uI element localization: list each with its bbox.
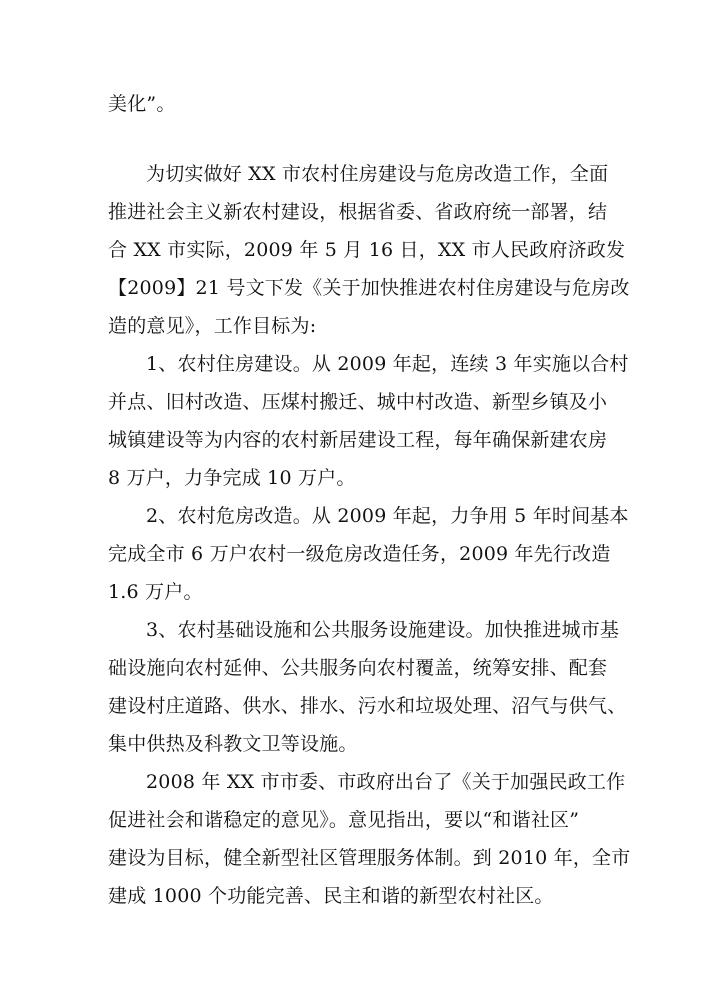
text-line: 础设施向农村延伸、公共服务向农村覆盖，统筹安排、配套 — [108, 657, 608, 679]
text-line: 1.6 万户。 — [108, 581, 203, 603]
text-line: 并点、旧村改造、压煤村搬迁、城中村改造、新型乡镇及小 — [108, 391, 608, 413]
text-line: 美化”。 — [108, 93, 176, 115]
text-line: 推进社会主义新农村建设，根据省委、省政府统一部署，结 — [108, 201, 608, 223]
text-line: 2、农村危房改造。从 2009 年起，力争用 5 年时间基本 — [146, 505, 629, 527]
text-line: 合 XX 市实际，2009 年 5 月 16 日，XX 市人民政府济政发 — [108, 239, 626, 261]
text-line: 完成全市 6 万户农村一级危房改造任务，2009 年先行改造 — [108, 543, 611, 565]
text-line: 建成 1000 个功能完善、民主和谐的新型农村社区。 — [108, 885, 554, 907]
text-line: 【2009】21 号文下发《关于加快推进农村住房建设与危房改 — [108, 277, 630, 299]
text-line: 造的意见》，工作目标为: — [108, 315, 317, 337]
text-line: 为切实做好 XX 市农村住房建设与危房改造工作，全面 — [146, 163, 609, 185]
text-line: 1、农村住房建设。从 2009 年起，连续 3 年实施以合村 — [146, 353, 629, 375]
text-line: 3、农村基础设施和公共服务设施建设。加快推进城市基 — [146, 619, 620, 641]
text-line: 2008 年 XX 市市委、市政府出台了《关于加强民政工作 — [146, 771, 626, 793]
text-line: 建设村庄道路、供水、排水、污水和垃圾处理、沼气与供气、 — [108, 695, 627, 717]
text-line: 8 万户，力争完成 10 万户。 — [108, 467, 356, 489]
text-line: 促进社会和谐稳定的意见》。意见指出，要以“和谐社区” — [108, 809, 580, 831]
text-line: 集中供热及科教文卫等设施。 — [108, 733, 358, 755]
text-line: 城镇建设等为内容的农村新居建设工程，每年确保新建农房 — [108, 429, 608, 451]
text-line: 建设为目标，健全新型社区管理服务体制。到 2010 年，全市 — [108, 847, 631, 869]
